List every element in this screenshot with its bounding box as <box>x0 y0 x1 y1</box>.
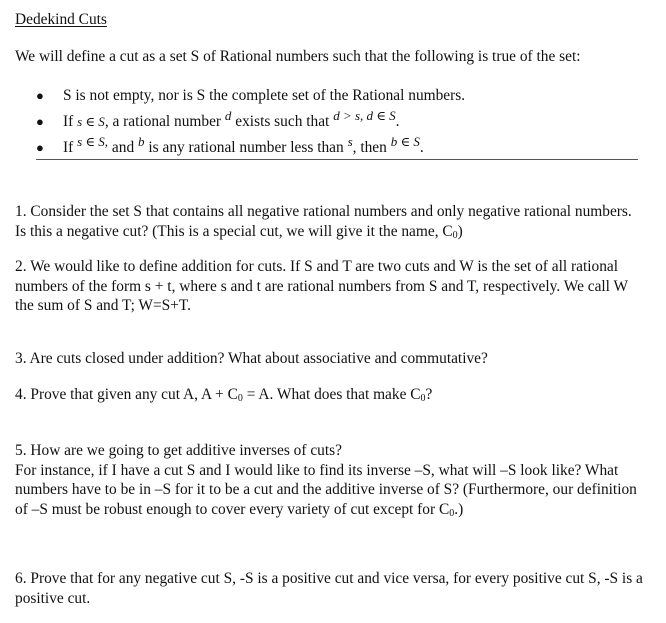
question-text: 3. Are cuts closed under addition? What about associative and commutative? <box>15 350 488 367</box>
subscript: 0 <box>237 393 243 404</box>
math-expression: s <box>347 134 353 149</box>
math-expression: s ∈ S, <box>77 134 109 149</box>
bullet-text-prefix: If <box>63 113 74 130</box>
question-3 <box>15 349 645 369</box>
math-expression: s ∈ S <box>77 114 105 129</box>
question-text: ) <box>457 222 463 240</box>
bullet-text: exists such that <box>235 113 330 130</box>
bullet-text: , then <box>352 139 387 156</box>
question-text: For instance, if I have a cut S and I would like to find its inverse –S, what will –S look like? What numbers have to be in –S for it to be a cut and the additive inverse of S? (Furthermore, our definition of –S must be robust enough to cover every variety of cut except for C <box>15 461 637 518</box>
bullet-text: S is not empty, nor is S the complete set of the Rational numbers. <box>63 87 466 104</box>
question-text: 6. Prove that for any negative cut S, -S is a positive cut and vice versa, for every positive cut S, -S is a positive cut. <box>15 570 643 607</box>
question-2 <box>15 257 645 316</box>
bullet-text: , a rational number <box>104 113 222 130</box>
subscript: 0 <box>452 229 458 241</box>
math-expression: d > s, d ∈ S <box>333 108 396 123</box>
bullet-icon: ● <box>36 88 44 103</box>
question-text: .) <box>454 500 464 518</box>
bullet-item <box>36 86 465 106</box>
question-text: 1. Consider the set S that contains all negative rational numbers and only negative rational numbers. Is this a negative cut? (This is a special cut, we will give it the name, C <box>15 203 632 240</box>
bullet-text-prefix: If <box>63 139 74 156</box>
math-expression: d <box>224 108 232 123</box>
bullet-item <box>36 134 424 158</box>
question-1 <box>15 202 645 241</box>
question-6 <box>15 569 645 608</box>
bullet-item <box>36 108 400 132</box>
bullet-text: is any rational number less than <box>148 139 344 156</box>
bullet-text: . <box>395 113 400 130</box>
bullet-icon: ● <box>36 140 44 155</box>
divider <box>36 159 638 160</box>
question-text: ? <box>425 386 433 403</box>
question-text: 2. We would like to define addition for cuts. If S and T are two cuts and W is the set of all rational numbers of the form s + t, where s and t are rational numbers from S and T, respectively. We call W the sum of S and T; W=S+T. <box>15 258 628 314</box>
bullet-text: and <box>111 139 135 156</box>
math-expression: b <box>138 134 145 149</box>
question-5 <box>15 441 645 519</box>
math-expression: b ∈ S <box>390 134 420 149</box>
question-4 <box>15 385 645 405</box>
intro-text: We will define a cut as a set S of Rational numbers such that the following is true of the set: <box>15 48 581 65</box>
bullet-icon: ● <box>36 114 44 129</box>
question-text: 5. How are we going to get additive inverses of cuts? <box>15 442 342 459</box>
bullet-text: . <box>419 139 424 156</box>
subscript: 0 <box>449 507 455 519</box>
subscript: 0 <box>420 393 426 404</box>
question-text: = A. What does that make C <box>242 386 421 403</box>
page-title: Dedekind Cuts <box>15 11 107 28</box>
question-text: 4. Prove that given any cut A, A + C <box>15 386 238 403</box>
